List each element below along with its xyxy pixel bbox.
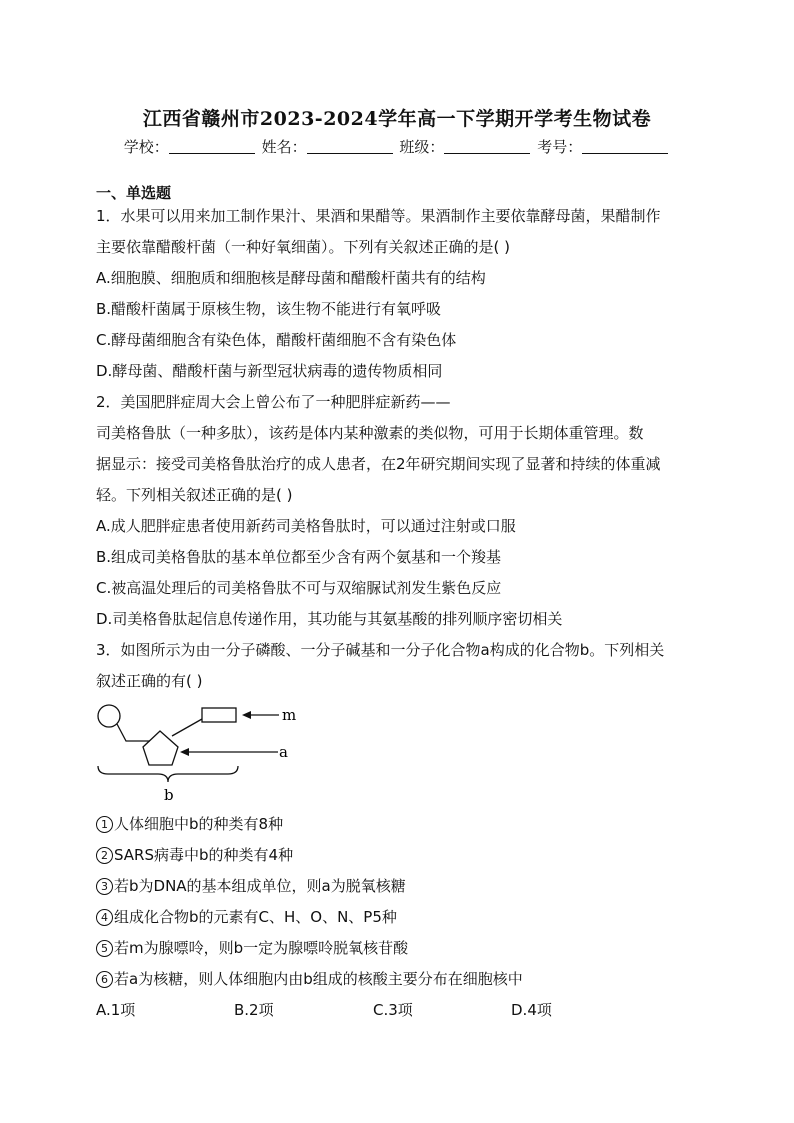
q2-option-c: C.被高温处理后的司美格鲁肽不可与双缩脲试剂发生紫色反应	[96, 579, 502, 597]
label-m: m	[282, 706, 297, 724]
nucleotide-diagram	[92, 700, 322, 806]
label-b: b	[164, 786, 174, 804]
brace-b	[98, 766, 238, 782]
phosphate-bond-line	[117, 724, 150, 741]
name-blank[interactable]	[307, 139, 393, 154]
q3-item-5: 5 若m为腺嘌呤，则b一定为腺嘌呤脱氧核苷酸	[96, 937, 408, 958]
q2-option-a: A.成人肥胖症患者使用新药司美格鲁肽时，可以通过注射或口服	[96, 517, 516, 535]
section-heading: 一、单选题	[96, 184, 172, 202]
q1-stem-line-2: 主要依靠醋酸杆菌（一种好氧细菌）。下列有关叙述正确的是( )	[96, 238, 510, 256]
q3-item-6: 6 若a为核糖，则人体细胞内由b组成的核酸主要分布在细胞核中	[96, 968, 523, 989]
class-blank[interactable]	[444, 139, 530, 154]
class-label: 班级：	[399, 138, 445, 156]
base-bond-line	[172, 719, 202, 736]
q3-stem-line-1: 3．如图所示为由一分子磷酸、一分子碱基和一分子化合物a构成的化合物b。下列相关	[96, 641, 665, 659]
q2-stem-line-2: 司美格鲁肽（一种多肽），该药是体内某种激素的类似物，可用于长期体重管理。数	[96, 424, 644, 442]
school-label: 学校：	[123, 138, 169, 156]
phosphate-circle	[98, 705, 120, 727]
q3-option-d: D.4项	[511, 1001, 552, 1019]
q1-option-d: D.酵母菌、醋酸杆菌与新型冠状病毒的遗传物质相同	[96, 362, 443, 380]
exam-no-label: 考号：	[537, 138, 583, 156]
label-a: a	[279, 743, 288, 761]
q3-item-3: 3 若b为DNA的基本组成单位，则a为脱氧核糖	[96, 875, 406, 896]
arrow-m-head	[242, 711, 251, 719]
student-info-row	[0, 136, 794, 157]
exam-no-blank[interactable]	[582, 139, 668, 154]
circled-number: 4	[96, 909, 113, 926]
base-rectangle	[202, 708, 236, 722]
q1-option-b: B.醋酸杆菌属于原核生物，该生物不能进行有氧呼吸	[96, 300, 442, 318]
circled-number: 5	[96, 940, 113, 957]
q3-option-a: A.1项	[96, 1001, 136, 1019]
arrow-a-head	[180, 748, 189, 756]
circled-number: 2	[96, 847, 113, 864]
q2-option-d: D.司美格鲁肽起信息传递作用，其功能与其氨基酸的排列顺序密切相关	[96, 610, 563, 628]
q3-option-b: B.2项	[234, 1001, 274, 1019]
q2-stem-line-1: 2．美国肥胖症周大会上曾公布了一种肥胖症新药——	[96, 393, 451, 411]
q3-option-c: C.3项	[373, 1001, 413, 1019]
q1-option-a: A.细胞膜、细胞质和细胞核是酵母菌和醋酸杆菌共有的结构	[96, 269, 486, 287]
q2-stem-line-3: 据显示：接受司美格鲁肽治疗的成人患者，在2年研究期间实现了显著和持续的体重减	[96, 455, 661, 473]
school-blank[interactable]	[169, 139, 255, 154]
page-title: 江西省赣州市2023-2024学年高一下学期开学考生物试卷	[142, 108, 652, 130]
circled-number: 1	[96, 816, 113, 833]
circled-number: 3	[96, 878, 113, 895]
q3-stem-line-2: 叙述正确的有( )	[96, 672, 203, 690]
q1-option-c: C.酵母菌细胞含有染色体，醋酸杆菌细胞不含有染色体	[96, 331, 457, 349]
q3-item-1: 1 人体细胞中b的种类有8种	[96, 813, 283, 834]
q3-item-4: 4 组成化合物b的元素有C、H、O、N、P5种	[96, 906, 397, 927]
q2-stem-line-4: 轻。下列相关叙述正确的是( )	[96, 486, 293, 504]
q2-option-b: B.组成司美格鲁肽的基本单位都至少含有两个氨基和一个羧基	[96, 548, 502, 566]
name-label: 姓名：	[261, 138, 307, 156]
q3-item-2: 2 SARS病毒中b的种类有4种	[96, 844, 293, 865]
q1-stem-line-1: 1．水果可以用来加工制作果汁、果酒和果醋等。果酒制作主要依靠酵母菌，果醋制作	[96, 207, 661, 225]
circled-number: 6	[96, 971, 113, 988]
